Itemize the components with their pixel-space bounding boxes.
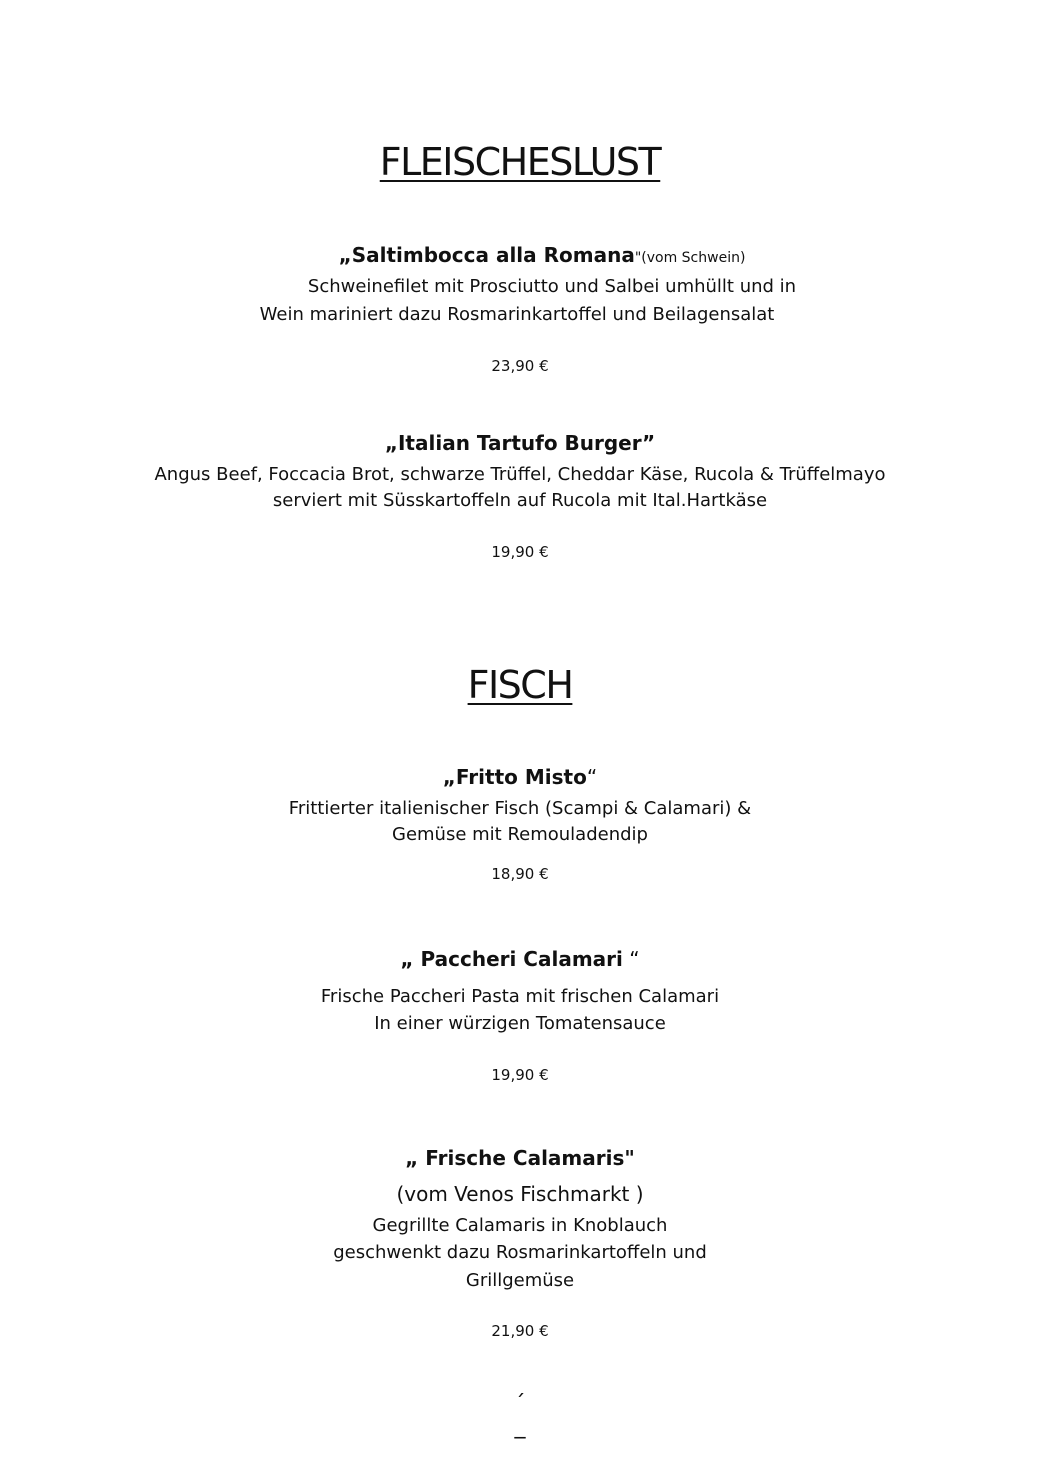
dish-name: „ Frische Calamaris" [405, 1146, 635, 1170]
dish-description-line: Frittierter italienischer Fisch (Scampi & Calamari) & [288, 798, 752, 819]
dish-name-suffix: “ [622, 947, 640, 971]
dish-title-fritto-misto [0, 767, 1040, 788]
dish-price: 18,90 € [491, 865, 549, 883]
dish-description-line: In einer würzigen Tomatensauce [374, 1013, 666, 1034]
dish-subtitle: (vom Venos Fischmarkt ) [396, 1182, 644, 1206]
dish-description-line: Grillgemüse [465, 1270, 575, 1291]
dish-description-line: Schweinefilet mit Prosciutto und Salbei umhüllt und in [307, 276, 797, 297]
dish-name-suffix: “ [586, 765, 598, 789]
dish-description-line: Gemüse mit Remouladendip [392, 824, 648, 845]
dish-title-saltimbocca [22, 245, 1040, 266]
dish-note: "(vom Schwein) [634, 250, 746, 266]
dish-description-line: Angus Beef, Foccacia Brot, schwarze Trüffel, Cheddar Käse, Rucola & Trüffelmayo [154, 464, 886, 485]
section-title-meat: FLEISCHESLUST [379, 140, 661, 184]
dish-name: „Saltimbocca alla Romana [338, 243, 635, 267]
dish-description-line: geschwenkt dazu Rosmarinkartoffeln und [333, 1242, 707, 1263]
dish-description-line: Gegrillte Calamaris in Knoblauch [372, 1215, 668, 1236]
dish-price: 21,90 € [491, 1322, 549, 1340]
dish-name: „Italian Tartufo Burger” [384, 431, 656, 455]
section-title-fish: FISCH [467, 663, 573, 707]
dish-name: „ Paccheri Calamari [400, 947, 623, 971]
dish-price: 19,90 € [491, 1066, 549, 1084]
dish-price: 23,90 € [491, 357, 549, 375]
dish-name: „Fritto Misto [442, 765, 587, 789]
dish-title-paccheri [0, 949, 1040, 970]
dish-description-line: Frische Paccheri Pasta mit frischen Calamari [320, 986, 720, 1007]
dish-price: 19,90 € [491, 543, 549, 561]
dish-description-line: Wein mariniert dazu Rosmarinkartoffel und Beilagensalat [259, 304, 775, 325]
dish-description-line: serviert mit Süsskartoffeln auf Rucola mit Ital.Hartkäse [272, 490, 768, 511]
footer-mark-underscore: _ [514, 1414, 526, 1439]
footer-mark-accent: ´ [514, 1392, 526, 1417]
